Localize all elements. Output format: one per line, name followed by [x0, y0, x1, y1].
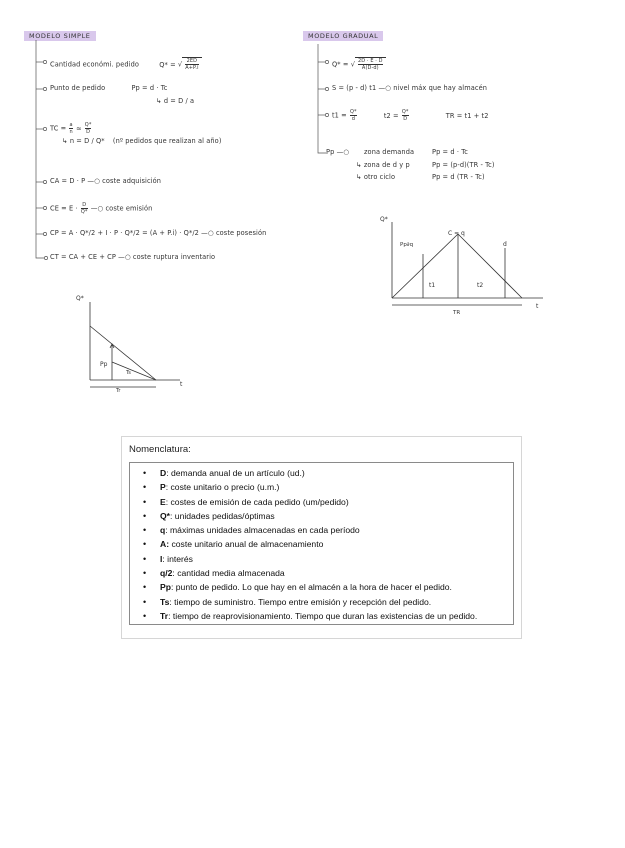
punto-pedido-line — [50, 84, 167, 92]
simple-model-chart — [70, 292, 200, 397]
nomenclature-item: • Tr: tiempo de reaprovisionamiento. Tiempo que duran las existencias de un pedido. — [130, 609, 513, 623]
pp-label: Punto de pedido — [50, 84, 106, 92]
gradual-t-label: t — [536, 303, 539, 310]
gradual-pp-label: Pp —○ — [326, 148, 350, 156]
eoq-den: A+P.i — [185, 65, 199, 71]
gradual-pp-zone-2: ↳ zona de d y p — [356, 161, 410, 169]
nomenclature-item: • q/2: cantidad media almacenada — [130, 566, 513, 580]
nomenclature-list — [130, 463, 513, 623]
gradual-pp-f-1: Pp = d · Tc — [432, 148, 468, 156]
gradual-tr-label: TR — [453, 310, 461, 316]
gradual-s-line: S = (p - d) t1 —○ nivel máx que hay almacén — [332, 84, 488, 92]
gradual-d-label: d — [503, 241, 507, 248]
eoq-num: 2ED — [186, 58, 198, 64]
nomenclature-item: • Ts: tiempo de suministro. Tiempo entre emisión y recepción del pedido. — [130, 595, 513, 609]
cp-line: CP = A · Q*/2 + I · P · Q*/2 = (A + P.i) · Q*/2 —○ coste posesión — [50, 229, 267, 237]
simple-ts-label: Ts — [126, 370, 131, 376]
ce-line: CE = E · $\frac{D}{Q*}$ —○ coste emisión — [50, 202, 153, 215]
gradual-pp-zone-3: ↳ otro ciclo — [356, 173, 396, 181]
modelo-simple-header: MODELO SIMPLE — [24, 31, 96, 41]
gradual-pp-zone-1: zona demanda — [364, 148, 415, 156]
nomenclature-item: • E: costes de emisión de cada pedido (um/pedido) — [130, 495, 513, 509]
gradual-ppdq-label: Pp∂q — [400, 242, 414, 248]
gradual-t2-label: t2 — [477, 282, 484, 289]
nomenclature-panel — [121, 436, 522, 639]
simple-tr-label: Tr — [116, 388, 121, 394]
gradual-model-chart — [375, 212, 550, 320]
gradual-eoq-line: Q* = √ $\frac{2D \cdot E \cdot D}{A(D-d)}$ — [332, 57, 386, 71]
ca-line: CA = D · P —○ coste adquisición — [50, 177, 162, 185]
nomenclature-item: • Q*: unidades pedidas/óptimas — [130, 509, 513, 523]
gradual-t-line: t1 = $\frac{Q*}{d}$ t2 = $\frac{Q*}{D}$ TR = t1 + t2 — [332, 109, 489, 122]
gradual-y-label: Q* — [380, 216, 388, 223]
nomenclature-item: • Pp: punto de pedido. Lo que hay en el almacén a la hora de hacer el pedido. — [130, 580, 513, 594]
tc-sub: ↳ n = D / Q* (nº pedidos que realizan al año) — [62, 137, 222, 145]
eoq-line: Cantidad económi. pedido Q* = √ $\frac{2ED}{A+P.i}$ — [50, 57, 202, 71]
gradual-peak-label: C = q — [448, 230, 465, 237]
gradual-pp-f-2: Pp = (p-d)(TR - Tc) — [432, 161, 495, 169]
eoq-label: Cantidad económi. pedido — [50, 60, 140, 69]
nomenclature-item: • I: interés — [130, 552, 513, 566]
pp-formula: Pp = d · Tc — [131, 84, 168, 92]
pp-sub: ↳ d = D / a — [156, 97, 195, 105]
nomenclature-item: • q: máximas unidades almacenadas en cada período — [130, 523, 513, 537]
ct-line: CT = CA + CE + CP —○ coste ruptura inventario — [50, 253, 216, 261]
simple-pp-label: Pp — [100, 361, 108, 368]
nomenclature-title: Nomenclatura: — [129, 444, 191, 455]
simple-y-label: Q* — [76, 295, 84, 302]
gradual-pp-f-3: Pp = d (TR - Tc) — [432, 173, 485, 181]
tc-line: TC = $\frac{a}{n}$ ≃ $\frac{Q*}{D}$ — [50, 122, 92, 135]
nomenclature-item: • P: coste unitario o precio (u.m.) — [130, 480, 513, 494]
modelo-gradual-header: MODELO GRADUAL — [303, 31, 383, 41]
nomenclature-item: • D: demanda anual de un artículo (ud.) — [130, 466, 513, 480]
nomenclature-item: • A: coste unitario anual de almacenamiento — [130, 537, 513, 551]
nomenclature-box — [129, 462, 514, 625]
simple-t-label: t — [180, 381, 183, 388]
eoq-lhs: Q* = — [159, 60, 176, 69]
gradual-t1-label: t1 — [429, 282, 436, 289]
